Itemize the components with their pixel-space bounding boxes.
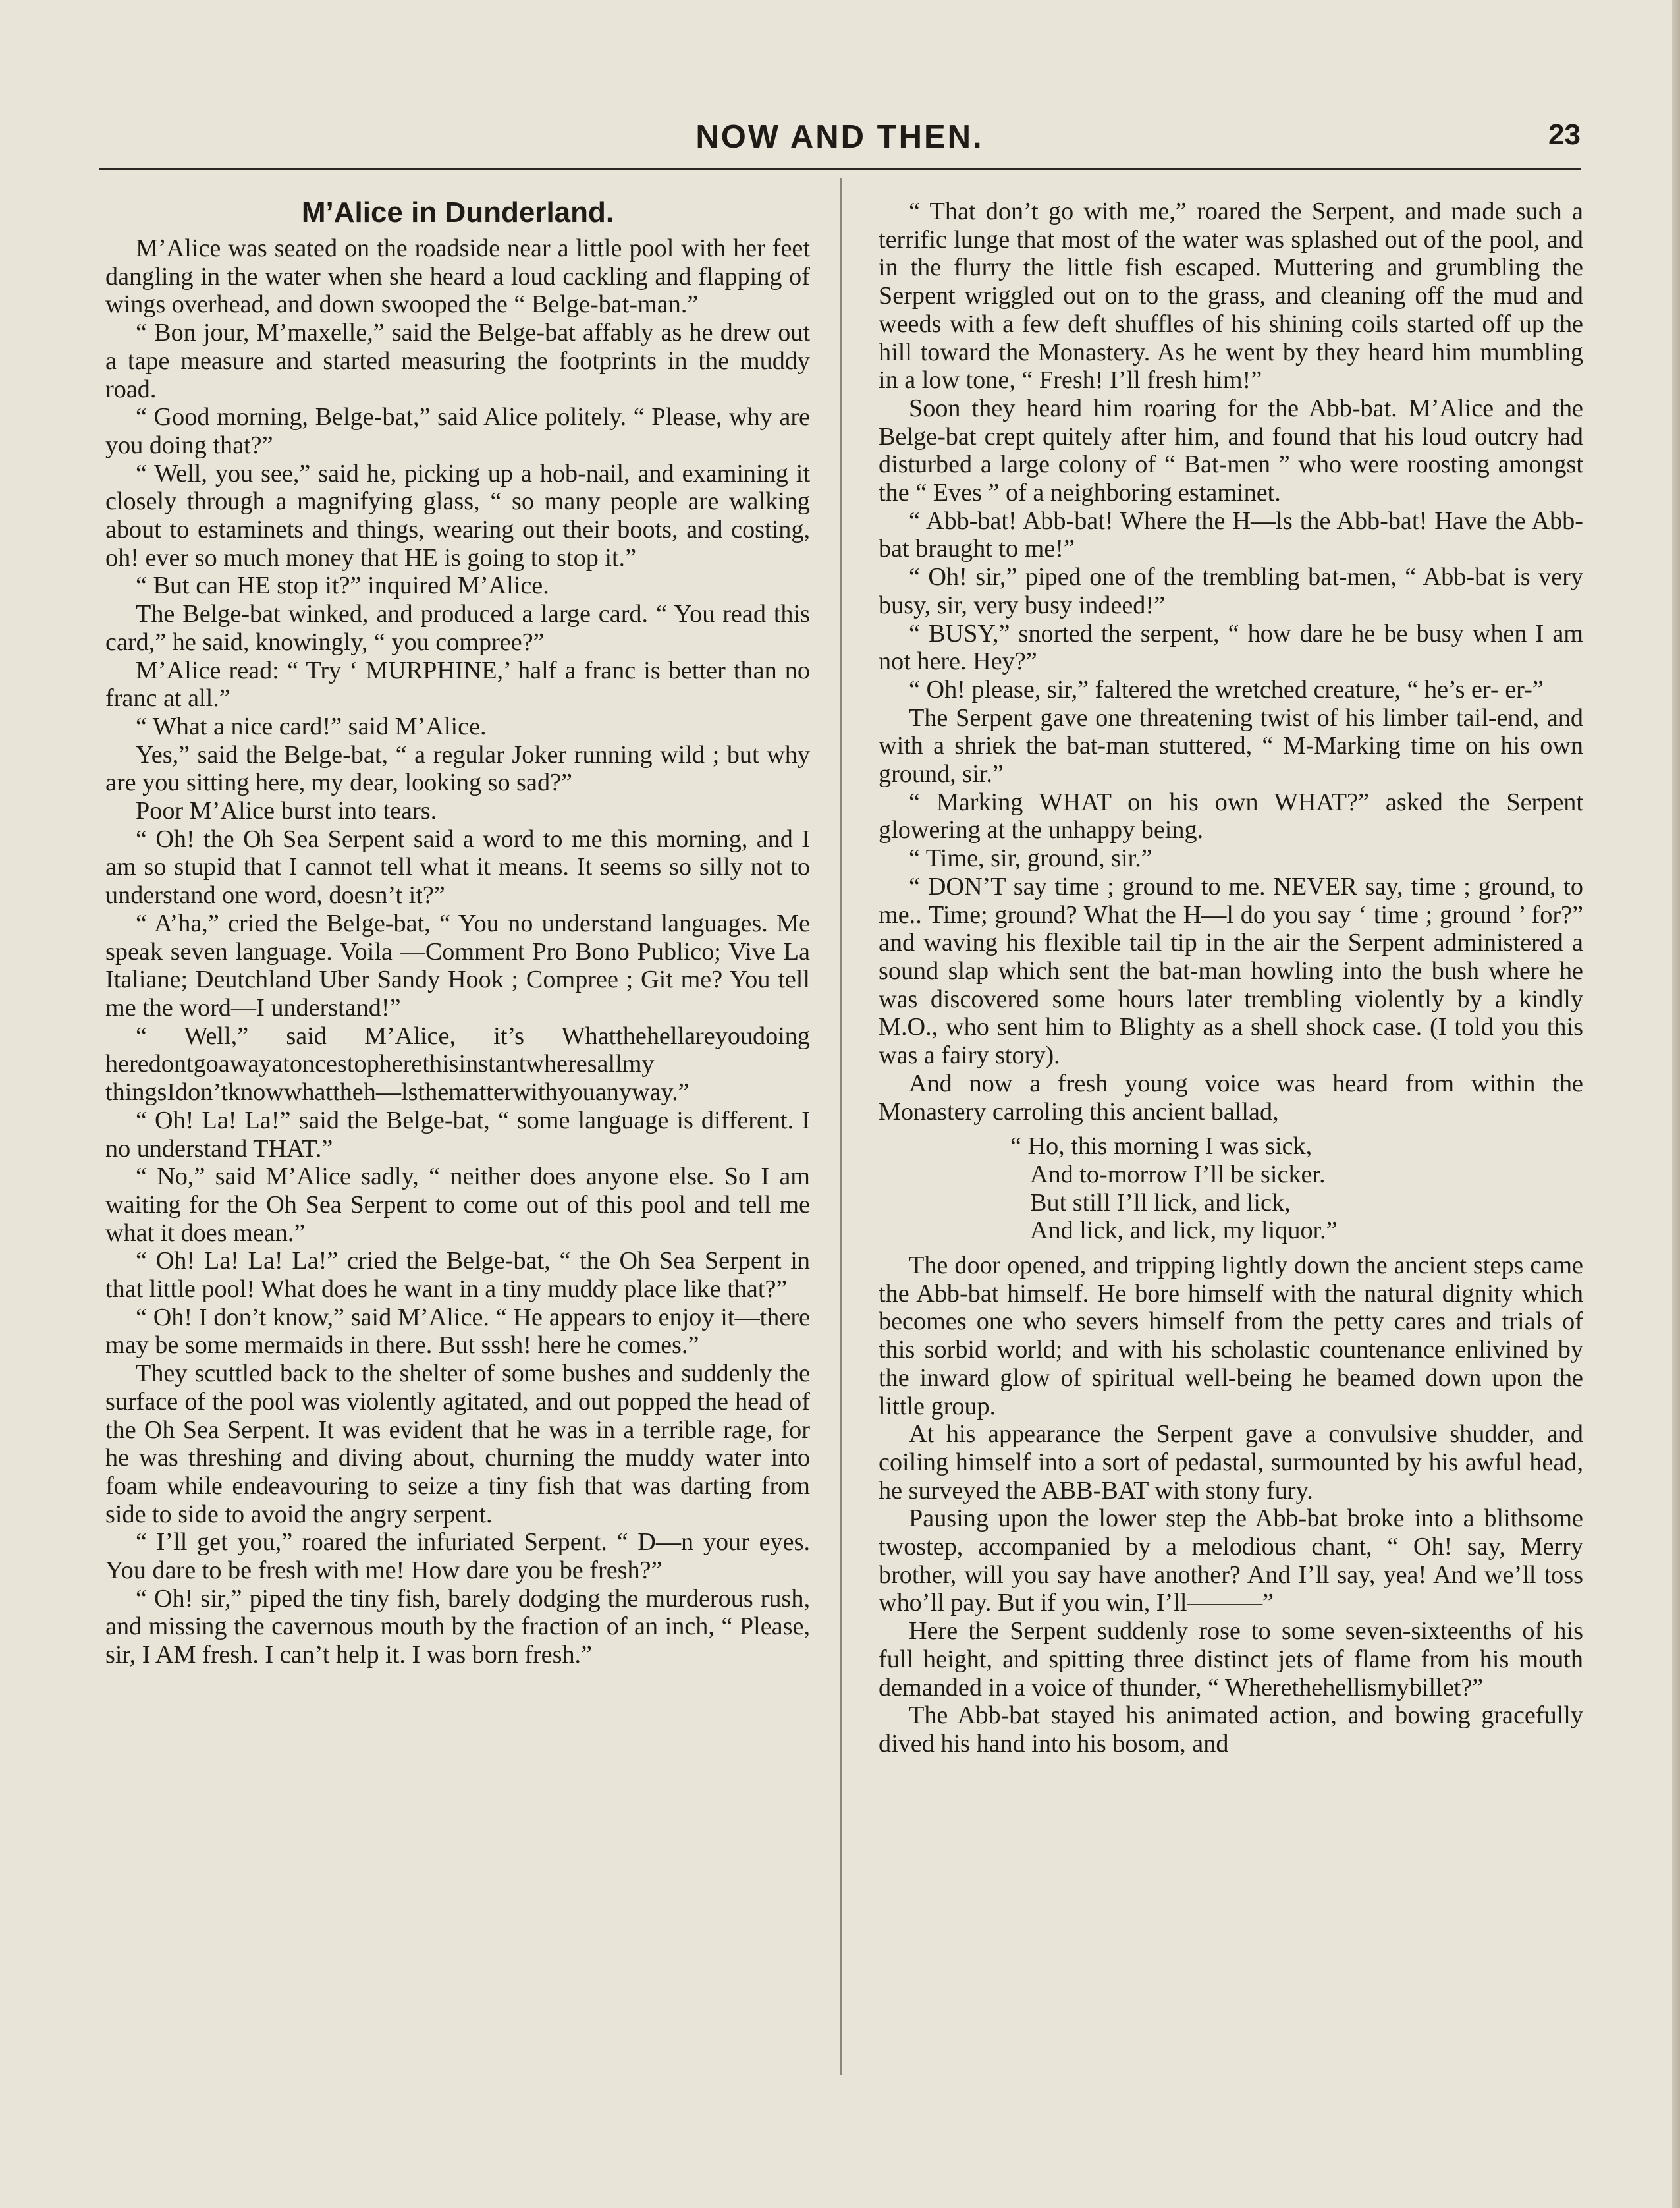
paragraph: “ No,” said M’Alice sadly, “ neither does anyone else. So I am waiting for the Oh Sea Serpent to come out of this pool and tell me what it does mean.” (105, 1163, 810, 1247)
paragraph: “ A’ha,” cried the Belge-bat, “ You no understand languages. Me speak seven language. Voila —Comment Pro Bono Publico; Vive La Italiane; Deutchland Uber Sandy Hook ; Compree ; Git me? You tell me the word—I understand!” (105, 909, 810, 1022)
paragraph: “ Oh! La! La!” said the Belge-bat, “ some language is different. I no understand THAT.” (105, 1106, 810, 1163)
paragraph: “ Oh! the Oh Sea Serpent said a word to me this morning, and I am so stupid that I cannot tell what it means. It seems so silly not to understand one word, doesn’t it?” (105, 825, 810, 910)
paragraph: Soon they heard him roaring for the Abb-bat. M’Alice and the Belge-bat crept quitely after him, and found that his loud outcry had disturbed a large colony of “ Bat-men ” who were roosting amongst the “ Eves ” of a neighboring estaminet. (879, 394, 1583, 507)
right-column-text-a (879, 198, 1583, 1126)
page-number: 23 (1548, 119, 1581, 151)
paragraph: And now a fresh young voice was heard from within the Monastery carroling this ancient ballad, (879, 1069, 1583, 1126)
paragraph: “ Oh! please, sir,” faltered the wretched creature, “ he’s er- er-” (909, 675, 1544, 704)
header-rule (99, 168, 1581, 170)
paragraph: Here the Serpent suddenly rose to some seven-sixteenths of his full height, and spitting three distinct jets of flame from his mouth demanded in a voice of thunder, “ Wherethehellismybillet?” (879, 1617, 1583, 1701)
verse-line: But still I’ll lick, and lick, (1030, 1188, 1291, 1217)
paragraph: “ BUSY,” snorted the serpent, “ how dare he be busy when I am not here. Hey?” (879, 619, 1583, 676)
verse-line: And lick, and lick, my liquor.” (1030, 1217, 1338, 1245)
paragraph: “ Well, you see,” said he, picking up a hob-nail, and examining it closely through a magnifying glass, “ so many people are walking about to estaminets and things, wearing out their boots, and costing, oh! ever so much money that HE is going to stop it.” (105, 459, 810, 572)
paragraph: “ Good morning, Belge-bat,” said Alice politely. “ Please, why are you doing that?” (105, 403, 810, 459)
paragraph: “ That don’t go with me,” roared the Serpent, and made such a terrific lunge that most of the water was splashed out of the pool, and in the flurry the little fish escaped. Muttering and grumbling the Serpent wriggled out on to the grass, and cleaning off the mud and weeds with a few deft shuffles of his shining coils started off up the hill toward the Monastery. As he went by they heard him mumbling in a low tone, “ Fresh! I’ll fresh him!” (879, 198, 1583, 395)
left-column (105, 198, 810, 1669)
paragraph: The door opened, and tripping lightly down the ancient steps came the Abb-bat himself. He bore himself with the natural dignity which becomes one who severs himself from the petty cares and trials of this sorbid world; and with his scholastic countenance enlivined by the inward glow of spiritual well-being he beamed down upon the little group. (879, 1252, 1583, 1420)
right-column-text-b (879, 1252, 1583, 1758)
right-column (879, 198, 1583, 1758)
paragraph: “ DON’T say time ; ground to me. NEVER say, time ; ground, to me.. Time; ground? What the H—l do you say ‘ time ; ground ’ for?” and waving his flexible tail tip in the air the Serpent administered a sound slap which sent the bat-man howling into the bush where he was discovered some hours later trembling violently by a kindly M.O., who sent him to Blighty as a shell shock case. (I told you this was a fairy story). (879, 872, 1583, 1070)
paragraph: “ But can HE stop it?” inquired M’Alice. (136, 572, 549, 600)
paragraph: “ What a nice card!” said M’Alice. (136, 712, 487, 740)
paragraph: The Serpent gave one threatening twist of his limber tail-end, and with a shriek the bat-man stuttered, “ M-Marking time on his own ground, sir.” (879, 704, 1583, 788)
paragraph: “ Oh! sir,” piped the tiny fish, barely dodging the murderous rush, and missing the cavernous mouth by the fraction of an inch, “ Please, sir, I AM fresh. I can’t help it. I was born fresh.” (105, 1584, 810, 1669)
verse-line: And to-morrow I’ll be sicker. (1030, 1160, 1326, 1188)
paragraph: “ Marking WHAT on his own WHAT?” asked the Serpent glowering at the unhappy being. (879, 788, 1583, 844)
paragraph: “ Well,” said M’Alice, it’s Whatthehellareyoudoing heredontgoawayatoncestopherethisinstantwheresallmy thingsIdon’tknowwhattheh—lsthematterwithyouanyway.” (105, 1022, 810, 1107)
paragraph: M’Alice was seated on the roadside near a little pool with her feet dangling in the water when she heard a loud cackling and flapping of wings overhead, and down swooped the “ Belge-bat-man.” (105, 235, 810, 319)
page-header (99, 119, 1581, 171)
article-title: M’Alice in Dunderland. (301, 196, 614, 229)
paragraph: Yes,” said the Belge-bat, “ a regular Joker running wild ; but why are you sitting here, my dear, looking so sad?” (105, 740, 810, 797)
verse-line: “ Ho, this morning I was sick, (1010, 1132, 1313, 1161)
paragraph: M’Alice read: “ Try ‘ MURPHINE,’ half a franc is better than no franc at all.” (105, 656, 810, 713)
paragraph: “ Oh! I don’t know,” said M’Alice. “ He appears to enjoy it—there may be some mermaids in there. But sssh! here he comes.” (105, 1303, 810, 1360)
paragraph: The Belge-bat winked, and produced a large card. “ You read this card,” he said, knowingly, “ you compree?” (105, 600, 810, 656)
paragraph: They scuttled back to the shelter of some bushes and suddenly the surface of the pool was violently agitated, and out popped the head of the Oh Sea Serpent. It was evident that he was in a terrible rage, for he was threshing and diving about, churning the muddy water into foam while endeavouring to seize a tiny fish that was darting from side to side to avoid the angry serpent. (105, 1360, 810, 1528)
paragraph: “ Oh! sir,” piped one of the trembling bat-men, “ Abb-bat is very busy, sir, very busy indeed!” (879, 563, 1583, 619)
paragraph: At his appearance the Serpent gave a convulsive shudder, and coiling himself into a sort of pedastal, surmounted by his awful head, he surveyed the ABB-BAT with stony fury. (879, 1420, 1583, 1504)
paragraph: “ Bon jour, M’maxelle,” said the Belge-bat affably as he drew out a tape measure and started measuring the footprints in the muddy road. (105, 319, 810, 403)
paragraph: “ Time, sir, ground, sir.” (909, 844, 1152, 873)
paragraph: “ I’ll get you,” roared the infuriated Serpent. “ D—n your eyes. You dare to be fresh with me! How dare you be fresh?” (105, 1528, 810, 1585)
paragraph: “ Abb-bat! Abb-bat! Where the H—ls the Abb-bat! Have the Abb-bat braught to me!” (879, 507, 1583, 563)
paragraph: The Abb-bat stayed his animated action, and bowing gracefully dived his hand into his bosom, and (879, 1701, 1583, 1757)
ballad-verse (879, 1132, 1583, 1245)
running-title: NOW AND THEN. (695, 119, 984, 155)
paragraph: “ Oh! La! La! La!” cried the Belge-bat, “ the Oh Sea Serpent in that little pool! What does he want in a tiny muddy place like that?” (105, 1247, 810, 1304)
paragraph: Poor M’Alice burst into tears. (136, 797, 437, 825)
column-divider (840, 178, 842, 2075)
paragraph: Pausing upon the lower step the Abb-bat broke into a blithsome twostep, accompanied by a melodious chant, “ Oh! say, Merry brother, will you say have another? And I’ll say, yea! And we’ll toss who’ll pay. But if you win, I’ll———” (879, 1504, 1583, 1617)
left-column-text (105, 235, 810, 1669)
